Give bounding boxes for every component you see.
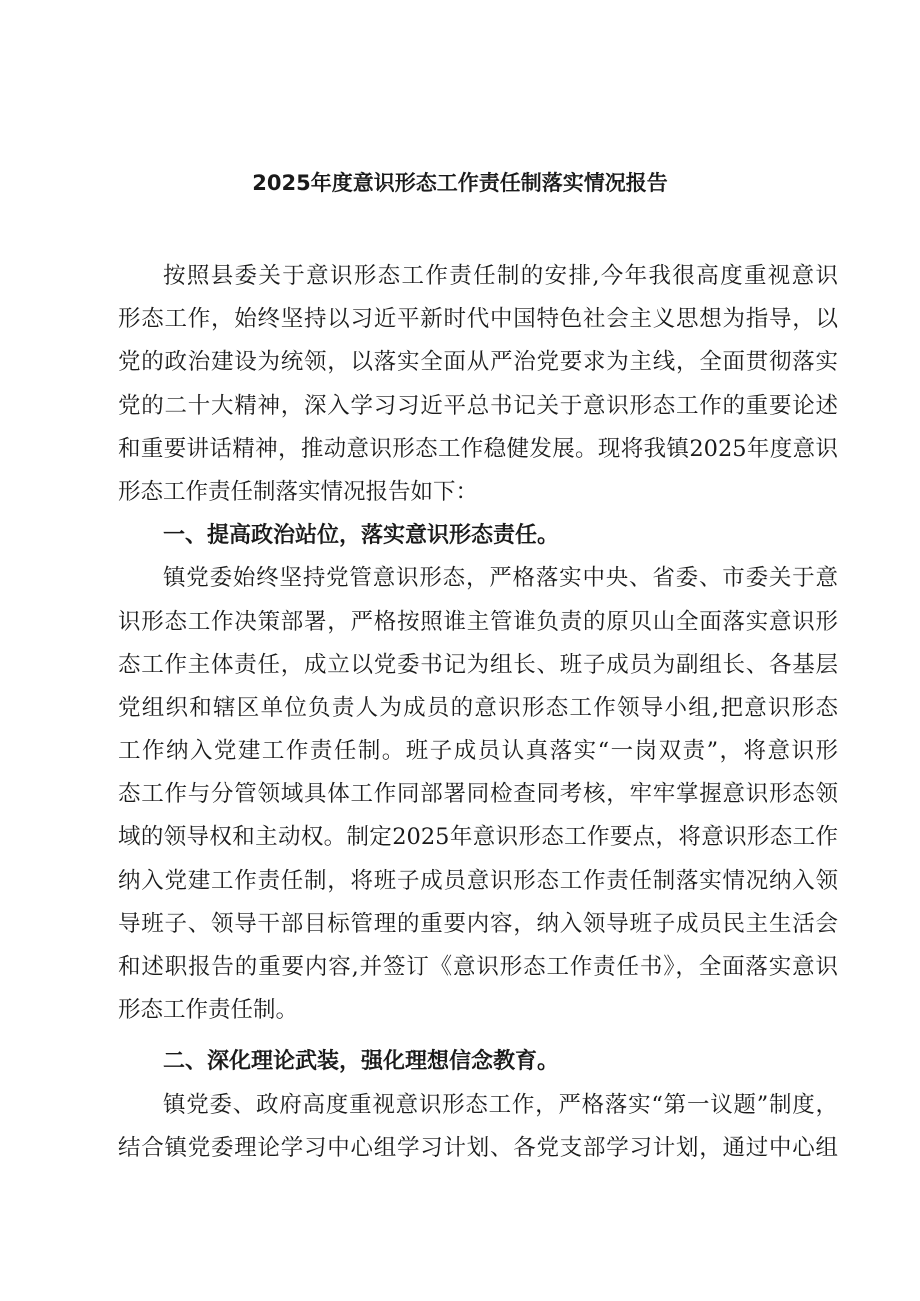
- document-body: [118, 255, 838, 1170]
- section1-line: 域的领导权和主动权。制定2025年意识形态工作要点，将意识形态工作: [118, 824, 838, 851]
- section1-line: 识形态工作决策部署，严格按照谁主管谁负责的原贝山全面落实意识形: [118, 608, 838, 635]
- intro-line: 党的政治建设为统领，以落实全面从严治党要求为主线，全面贯彻落实: [118, 349, 838, 376]
- section-heading-2: 二、深化理论武装，强化理想信念教育。: [163, 1049, 560, 1075]
- section-spacer: [118, 1032, 838, 1040]
- intro-line: 按照县委关于意识形态工作责任制的安排,今年我很高度重视意识: [163, 263, 838, 289]
- section1-line: 态工作与分管领域具体工作同部署同检查同考核，牢牢掌握意识形态领: [118, 781, 838, 808]
- section1-line: 镇党委始终坚持党管意识形态，严格落实中央、省委、市委关于意: [163, 565, 838, 592]
- intro-line: 形态工作，始终坚持以习近平新时代中国特色社会主义思想为指导，以: [118, 306, 838, 333]
- section1-line: 党组织和辖区单位负责人为成员的意识形态工作领导小组,把意识形态: [118, 694, 838, 721]
- section1-line: 导班子、领导干部目标管理的重要内容，纳入领导班子成员民主生活会: [118, 910, 838, 937]
- section1-line: 纳入党建工作责任制，将班子成员意识形态工作责任制落实情况纳入领: [118, 867, 838, 894]
- section2-line: 结合镇党委理论学习中心组学习计划、各党支部学习计划，通过中心组: [118, 1134, 838, 1161]
- section1-line: 工作纳入党建工作责任制。班子成员认真落实“一岗双责”，将意识形: [118, 738, 838, 765]
- section2-line: 镇党委、政府高度重视意识形态工作，严格落实“第一议题”制度，: [163, 1091, 838, 1118]
- section-heading-1: 一、提高政治站位，落实意识形态责任。: [163, 523, 560, 549]
- intro-line: 党的二十大精神，深入学习习近平总书记关于意识形态工作的重要论述: [118, 392, 838, 419]
- section1-line: 形态工作责任制。: [118, 997, 299, 1024]
- section1-line: 和述职报告的重要内容,并签订《意识形态工作责任书》，全面落实意识: [118, 954, 838, 980]
- intro-line: 形态工作责任制落实情况报告如下：: [118, 478, 479, 505]
- document-title: 2025年度意识形态工作责任制落实情况报告: [252, 171, 668, 195]
- section1-line: 态工作主体责任，成立以党委书记为组长、班子成员为副组长、各基层: [118, 651, 838, 678]
- intro-line: 和重要讲话精神，推动意识形态工作稳健发展。现将我镇2025年度意识: [118, 435, 838, 462]
